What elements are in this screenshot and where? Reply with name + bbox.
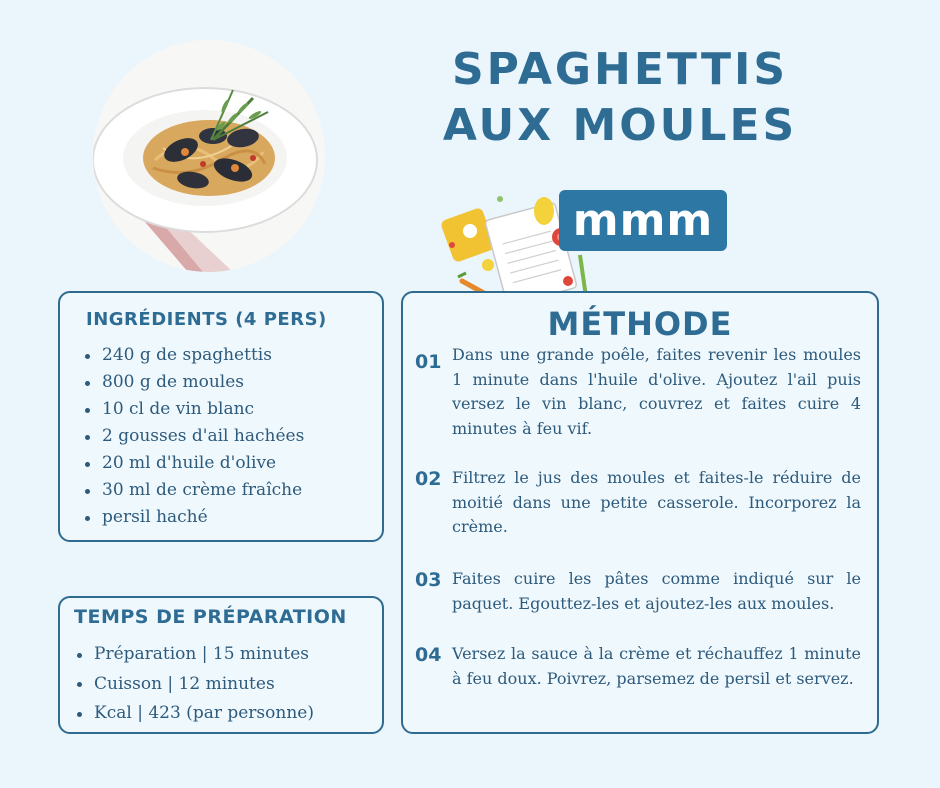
ingredient-item: persil haché: [85, 504, 304, 531]
ingredient-item: 20 ml d'huile d'olive: [85, 450, 304, 477]
prep-time-title: TEMPS DE PRÉPARATION: [74, 606, 347, 628]
mmm-badge: mmm: [559, 190, 727, 251]
method-title: MÉTHODE: [547, 305, 733, 343]
prep-time-item: Cuisson | 12 minutes: [77, 670, 314, 700]
step-number: 02: [415, 468, 442, 490]
ingredients-card: [58, 291, 384, 542]
ingredients-title: INGRÉDIENTS (4 PERS): [86, 309, 327, 330]
ingredient-item: 10 cl de vin blanc: [85, 396, 304, 423]
prep-time-list: [77, 640, 314, 729]
ingredient-item: 30 ml de crème fraîche: [85, 477, 304, 504]
step-text: Versez la sauce à la crème et réchauffez 1 minute à feu doux. Poivrez, parsemez de persil et servez.: [452, 644, 861, 688]
step-text: Faites cuire les pâtes comme indiqué sur le paquet. Egouttez-les et ajoutez-les aux moules.: [452, 569, 861, 613]
step-number: 01: [415, 351, 442, 373]
prep-time-card: [58, 596, 384, 734]
prep-time-item: Kcal | 423 (par personne): [77, 699, 314, 729]
ingredient-item: 240 g de spaghettis: [85, 342, 304, 369]
ingredient-item: 2 gousses d'ail hachées: [85, 423, 304, 450]
step-number: 04: [415, 644, 442, 666]
method-card: [401, 291, 879, 734]
step-text: Dans une grande poêle, faites revenir les moules 1 minute dans l'huile d'olive. Ajoutez l'ail puis versez le vin blanc, couvrez et faites cuire 4 minutes à feu vif.: [452, 345, 861, 438]
ingredient-item: 800 g de moules: [85, 369, 304, 396]
step-number: 03: [415, 569, 442, 591]
recipe-title: SPAGHETTIS AUX MOULES: [442, 44, 798, 151]
pasta-dish-photo: [93, 40, 325, 272]
step-text: Filtrez le jus des moules et faites-le réduire de moitié dans une petite casserole. Incorporez la crème.: [452, 468, 861, 536]
ingredients-list: [85, 342, 304, 531]
prep-time-item: Préparation | 15 minutes: [77, 640, 314, 670]
pasta-plate-illustration: [93, 40, 325, 272]
